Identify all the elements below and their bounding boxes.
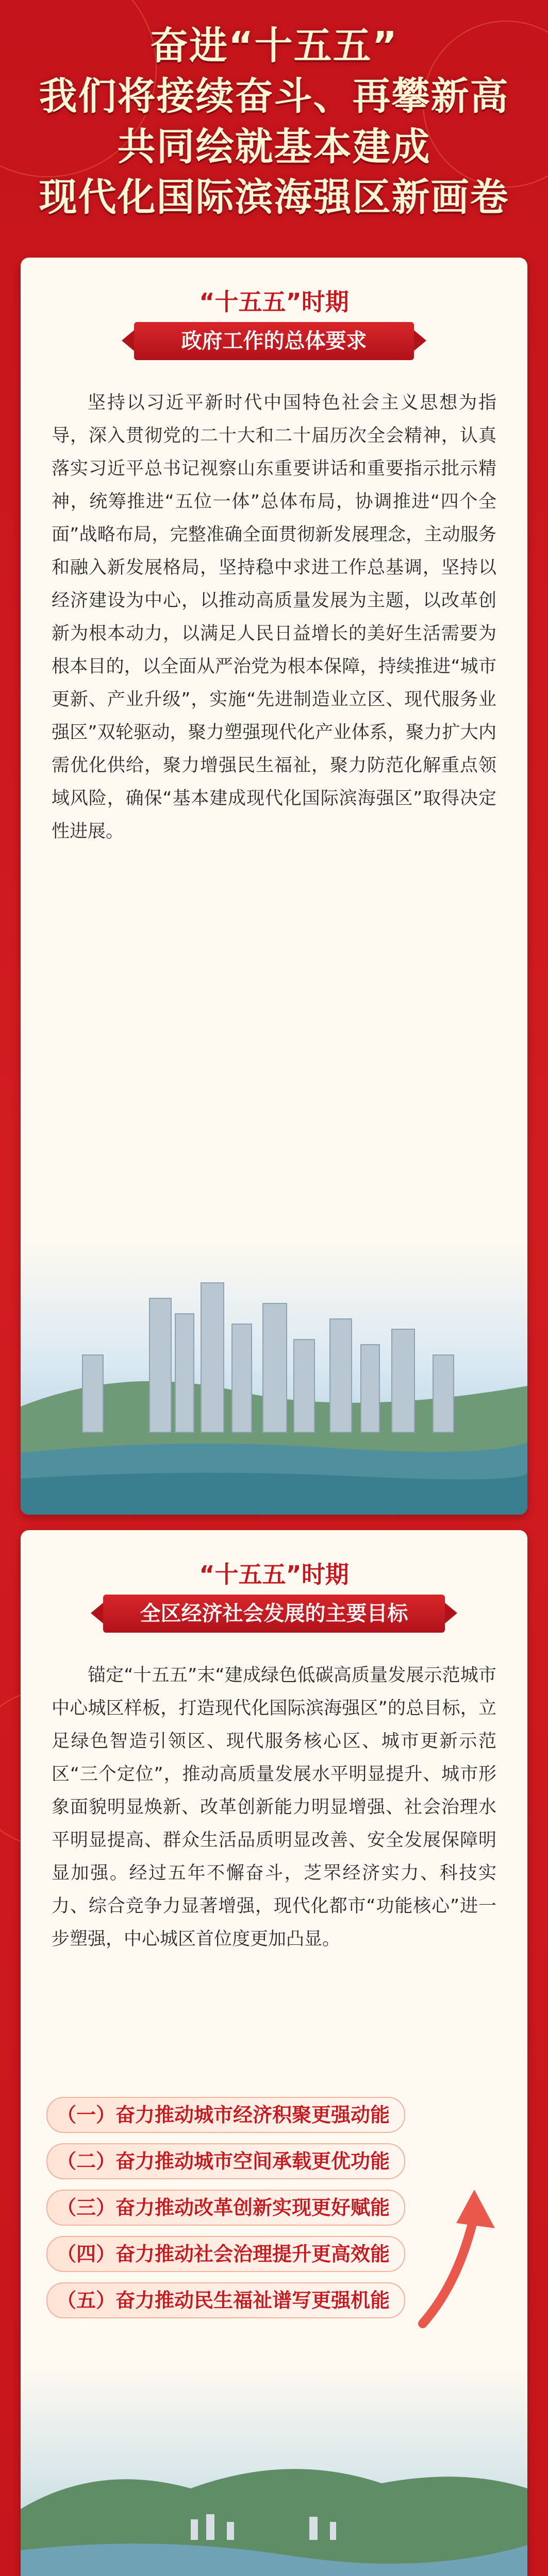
panel-general-requirements (21, 258, 527, 1515)
task-item: （三）奋力推动改革创新实现更好赋能 (46, 2190, 405, 2226)
task-item: （二）奋力推动城市空间承载更优功能 (46, 2143, 405, 2179)
section-paragraph: 坚持以习近平新时代中国特色社会主义思想为指导，深入贯彻党的二十大和二十届历次全会精神，认真落实习近平总书记视察山东重要讲话和重要指示批示精神，统筹推进“五位一体”总体布局，协调推进“四个全面”战略布局，完整准确全面贯彻新发展理念，主动服务和融入新发展格局，坚持稳中求进工作总基调，坚持以经济建设为中心，以推动高质量发展为主题，以改革创新为根本动力，以满足人民日益增长的美好生活需要为根本目的，以全面从严治党为根本保障，持续推进“城市更新、产业升级”，实施“先进制造业立区、现代服务业强区”双轮驱动，聚力塑强现代化产业体系，聚力扩大内需优化供给，聚力增强民生福祉，聚力防范化解重点领域风险，确保“基本建成现代化国际滨海强区”取得决定性进展。 (52, 393, 496, 842)
section-banner: 全区经济社会发展的主要目标 (103, 1595, 445, 1633)
hero-title-line: 奋进“十五五” (150, 24, 398, 68)
hero-title-line: 现代化国际滨海强区新画卷 (39, 175, 509, 219)
hero-title (0, 21, 548, 223)
period-label: “十五五”时期 (199, 288, 349, 316)
coastal-city-photo (21, 2365, 527, 2576)
rising-arrow-icon (412, 2179, 516, 2334)
section-banner: 政府工作的总体要求 (134, 322, 414, 360)
period-label: “十五五”时期 (199, 1561, 349, 1588)
hero-title-line: 共同绘就基本建成 (117, 125, 431, 169)
section-paragraph: 锚定“十五五”末“建成绿色低碳高质量发展示范城市中心城区样板，打造现代化国际滨海强区”的总目标，立足绿色智造引领区、现代服务核心区、城市更新示范区“三个定位”，推动高质量发展水平明显提升、城市形象面貌明显焕新、改革创新能力明显增强、社会治理水平明显提高、群众生活品质明显改善、安全发展保障明显加强。经过五年不懈奋斗，芝罘经济实力、科技实力、综合竞争力显著增强，现代化都市“功能核心”进一步塑强，中心城区首位度更加凸显。 (52, 1665, 496, 1950)
hero-title-line: 我们将接续奋斗、再攀新高 (39, 74, 509, 118)
task-item: （五）奋力推动民生福祉谱写更强机能 (46, 2282, 405, 2318)
task-item: （四）奋力推动社会治理提升更高效能 (46, 2236, 405, 2272)
task-item: （一）奋力推动城市经济积聚更强动能 (46, 2097, 405, 2133)
panel-main-goals (21, 1530, 527, 2576)
city-skyline-photo (21, 1236, 527, 1515)
